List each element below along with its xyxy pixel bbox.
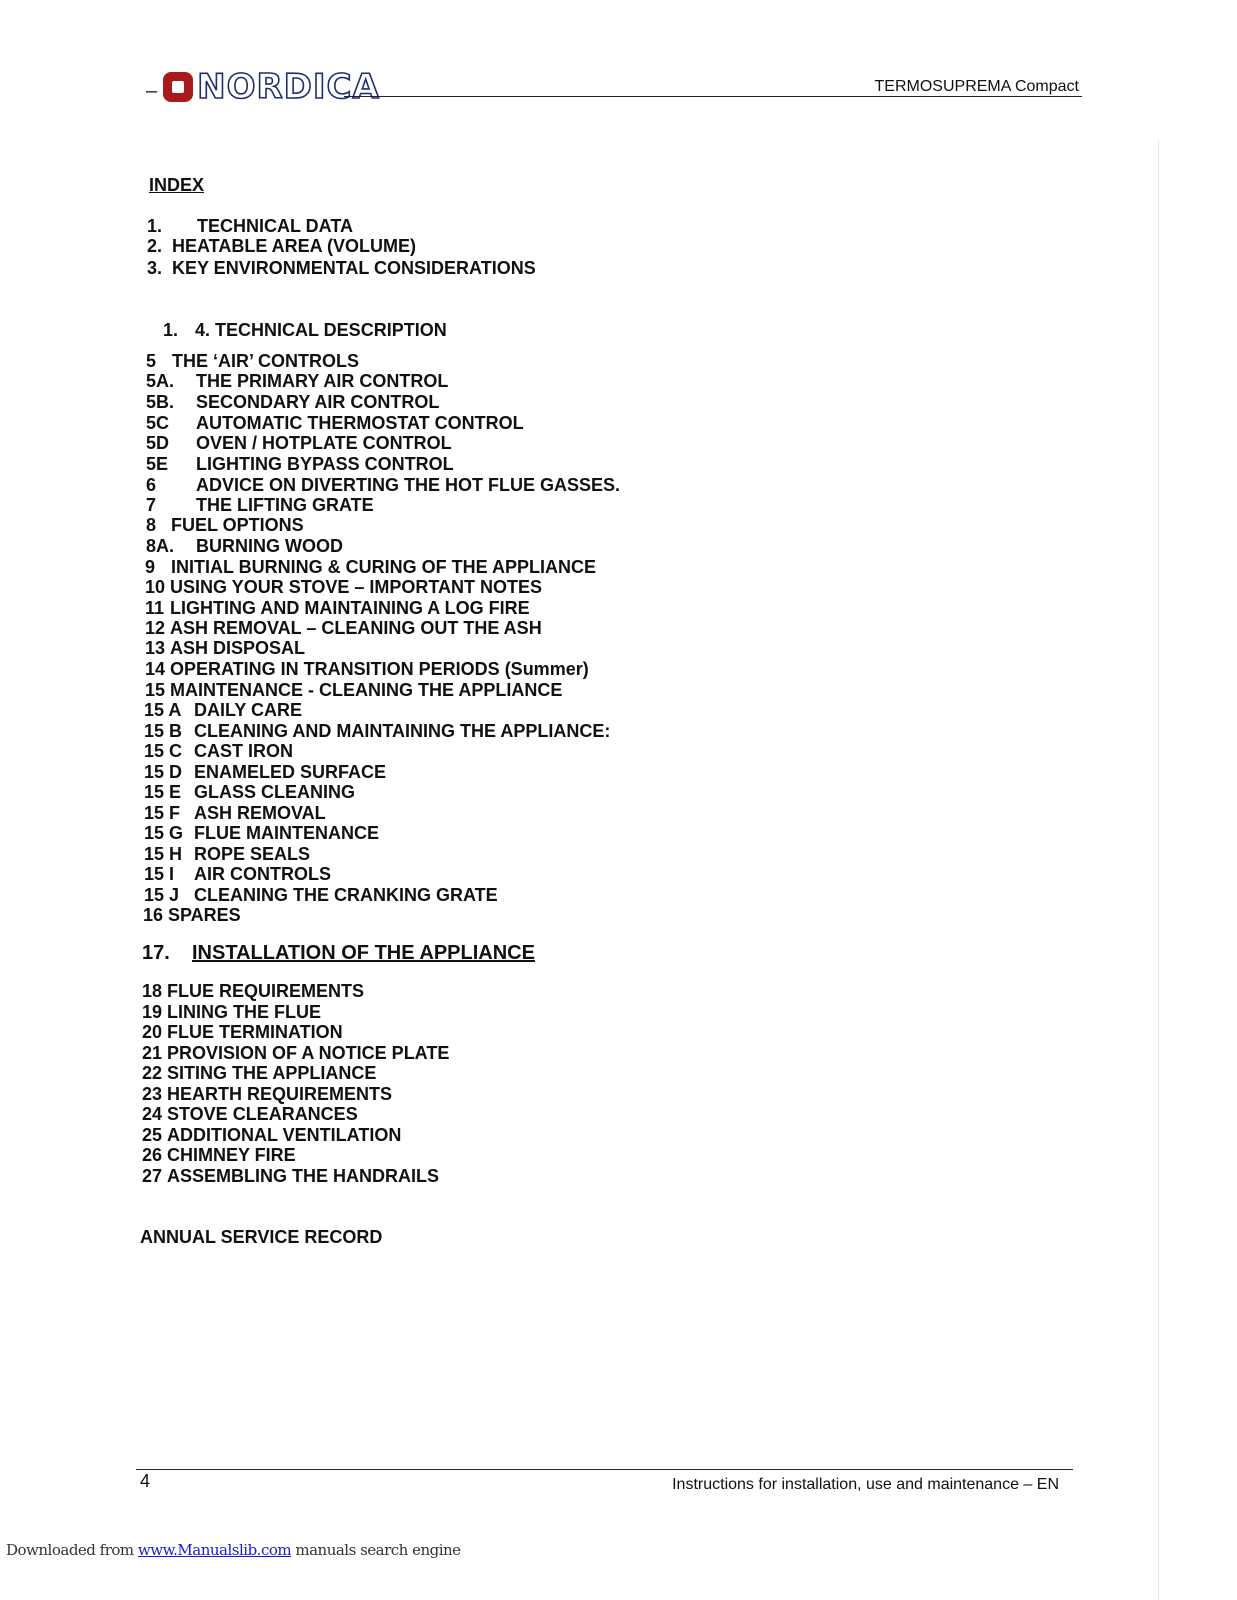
index-entry-title: ASH DISPOSAL	[170, 638, 306, 658]
index-entry-number: 22	[142, 1063, 163, 1083]
footer-rule	[136, 1469, 1073, 1470]
index-entry	[144, 721, 610, 741]
index-entry-title: CHIMNEY FIRE	[167, 1145, 296, 1165]
index-entry-title: ASH REMOVAL	[194, 803, 326, 823]
index-entry-title: SPARES	[168, 905, 241, 925]
index-entry	[140, 1227, 382, 1247]
index-entry-number: 16	[143, 905, 164, 925]
index-entry	[144, 741, 293, 761]
download-banner	[6, 1541, 461, 1559]
index-entry-title: OPERATING IN TRANSITION PERIODS (Summer)	[170, 659, 589, 679]
index-entry-number: 10	[145, 577, 166, 597]
index-entry-title: MAINTENANCE - CLEANING THE APPLIANCE	[170, 680, 563, 700]
index-entry-title: USING YOUR STOVE – IMPORTANT NOTES	[170, 577, 543, 597]
index-entry	[147, 236, 416, 256]
index-entry-title: CAST IRON	[194, 741, 293, 761]
index-entry-number: 8	[146, 515, 157, 535]
index-entry-number: 15 E	[144, 782, 182, 802]
index-entry-title: KEY ENVIRONMENTAL CONSIDERATIONS	[172, 258, 536, 278]
index-entry	[144, 885, 498, 905]
index-entry-number: 27	[142, 1166, 163, 1186]
index-entry-title: FLUE MAINTENANCE	[194, 823, 379, 843]
index-entry-title: LIGHTING AND MAINTAINING A LOG FIRE	[170, 598, 530, 618]
index-entry-title: INSTALLATION OF THE APPLIANCE	[192, 942, 535, 964]
index-entry	[146, 454, 454, 474]
index-entry-title: THE ‘AIR’ CONTROLS	[172, 351, 360, 371]
index-entry-number: 15 J	[144, 885, 180, 905]
index-entry-title: BURNING WOOD	[196, 536, 343, 556]
manualslib-link[interactable]: www.Manualslib.com	[137, 1541, 292, 1559]
download-suffix: manuals search engine	[291, 1541, 461, 1559]
index-entry-title: ADDITIONAL VENTILATION	[167, 1125, 402, 1145]
index-entry-title: TECHNICAL DATA	[197, 216, 353, 236]
index-entry	[144, 864, 331, 884]
index-entry-title: INITIAL BURNING & CURING OF THE APPLIANCE	[171, 557, 597, 577]
index-entry-title: ASSEMBLING THE HANDRAILS	[167, 1166, 440, 1186]
document-title: TERMOSUPREMA Compact	[874, 78, 1079, 95]
index-entry	[163, 320, 447, 340]
index-entry	[142, 1104, 358, 1124]
index-entry-number: 11	[145, 598, 165, 618]
index-entry-title: DAILY CARE	[194, 700, 303, 720]
footer-text: Instructions for installation, use and maintenance – EN	[672, 1476, 1059, 1493]
index-entry-number: 19	[142, 1002, 163, 1022]
scan-edge-line	[1158, 140, 1159, 1600]
index-entry	[146, 536, 343, 556]
index-entry-number: 15 G	[144, 823, 184, 843]
index-entry	[144, 844, 310, 864]
index-entry-number: 13	[145, 638, 166, 658]
index-entry-title: GLASS CLEANING	[194, 782, 356, 802]
header-rule	[344, 96, 1082, 97]
index-entry	[142, 1022, 343, 1042]
index-entry-title: ROPE SEALS	[194, 844, 311, 864]
index-entry-title: ADVICE ON DIVERTING THE HOT FLUE GASSES.	[196, 475, 621, 495]
index-entry	[142, 1063, 376, 1083]
index-entry-number: 14	[145, 659, 166, 679]
index-entry-number: 15 A	[144, 700, 182, 720]
index-entry-title: SITING THE APPLIANCE	[167, 1063, 377, 1083]
index-entry-number: 5D	[146, 433, 170, 453]
index-entry-number: 5C	[146, 413, 170, 433]
index-entry	[142, 1145, 296, 1165]
index-entry-number: 15	[145, 680, 166, 700]
index-entry-number: 2.	[147, 236, 163, 256]
index-entry	[144, 700, 302, 720]
index-entry-number: 5	[146, 351, 157, 371]
index-entry	[145, 577, 542, 597]
index-entry	[146, 351, 359, 371]
index-entry	[142, 1084, 392, 1104]
index-entry	[145, 680, 562, 700]
index-entry-number: 26	[142, 1145, 163, 1165]
index-entry-title: HEATABLE AREA (VOLUME)	[172, 236, 416, 256]
download-prefix: Downloaded from	[6, 1541, 138, 1559]
index-entry-number: 24	[142, 1104, 163, 1124]
page-number: 4	[140, 1471, 151, 1491]
index-entry-number: 8A.	[146, 536, 175, 556]
index-entry	[147, 258, 536, 278]
index-entry-number: 23	[142, 1084, 163, 1104]
index-entry-title: OVEN / HOTPLATE CONTROL	[196, 433, 452, 453]
index-entry-title: STOVE CLEARANCES	[167, 1104, 358, 1124]
index-entry	[146, 495, 374, 515]
index-entry-title: FLUE REQUIREMENTS	[167, 981, 365, 1001]
index-heading: INDEX	[149, 175, 205, 195]
index-entry	[147, 216, 353, 236]
index-entry-title: PROVISION OF A NOTICE PLATE	[167, 1043, 450, 1063]
index-entry	[146, 413, 524, 433]
index-entry-number: 12	[145, 618, 166, 638]
index-entry	[144, 762, 386, 782]
index-entry-number: 17.	[142, 942, 170, 964]
index-entry	[146, 515, 304, 535]
index-entry-number: 1.	[147, 216, 163, 236]
index-entry	[142, 1002, 321, 1022]
index-entry	[145, 659, 589, 679]
index-entry-title: CLEANING THE CRANKING GRATE	[194, 885, 498, 905]
brand-logo: – NORDICA	[146, 67, 380, 107]
index-entry	[146, 371, 448, 391]
index-entry	[144, 803, 326, 823]
index-entry	[142, 1166, 439, 1186]
index-entry-title: ASH REMOVAL – CLEANING OUT THE ASH	[170, 618, 542, 638]
index-entry	[145, 557, 596, 577]
index-entry	[144, 823, 379, 843]
index-entry	[146, 475, 620, 495]
index-entry-title: FLUE TERMINATION	[167, 1022, 343, 1042]
index-entry-number: 15 F	[144, 803, 181, 823]
index-entry	[146, 392, 439, 412]
index-entry-number: 25	[142, 1125, 163, 1145]
index-entry-number: 15 C	[144, 741, 183, 761]
index-entry-title: ANNUAL SERVICE RECORD	[140, 1227, 383, 1247]
index-entry-number: 6	[146, 475, 157, 495]
index-entry-number: 21	[142, 1043, 163, 1063]
index-entry-number: 5B.	[146, 392, 175, 412]
index-entry-number: 1.	[163, 320, 179, 340]
index-entry-title: AUTOMATIC THERMOSTAT CONTROL	[196, 413, 524, 433]
index-entry-number: 15 H	[144, 844, 183, 864]
index-entry-number: 9	[145, 557, 156, 577]
index-entry	[145, 638, 305, 658]
index-entry	[146, 433, 452, 453]
index-entry-number: 18	[142, 981, 163, 1001]
index-entry-number: 5A.	[146, 371, 175, 391]
index-entry	[143, 905, 241, 925]
index-entry-title: ENAMELED SURFACE	[194, 762, 387, 782]
index-entry-title: AIR CONTROLS	[194, 864, 331, 884]
index-entry-title: HEARTH REQUIREMENTS	[167, 1084, 393, 1104]
index-entry-title: THE LIFTING GRATE	[196, 495, 374, 515]
index-entry-title: SECONDARY AIR CONTROL	[196, 392, 440, 412]
index-entry	[144, 782, 355, 802]
index-entry-title: FUEL OPTIONS	[171, 515, 304, 535]
logo-mark-icon	[163, 72, 193, 102]
index-entry-title: LIGHTING BYPASS CONTROL	[196, 454, 454, 474]
index-entry-number: 15 I	[144, 864, 175, 884]
index-entry-title: THE PRIMARY AIR CONTROL	[196, 371, 449, 391]
index-entry-number: 5E	[146, 454, 169, 474]
index-entry	[142, 981, 364, 1001]
index-entry-title: CLEANING AND MAINTAINING THE APPLIANCE:	[194, 721, 611, 741]
index-entry	[142, 943, 535, 963]
index-entry-number: 20	[142, 1022, 163, 1042]
index-entry	[145, 618, 542, 638]
index-entry-title: LINING THE FLUE	[167, 1002, 321, 1022]
index-entry	[142, 1043, 449, 1063]
index-entry-number: 3.	[147, 258, 163, 278]
logo-wordmark: NORDICA	[197, 67, 380, 107]
index-entry-number: 7	[146, 495, 157, 515]
index-entry-number: 15 D	[144, 762, 183, 782]
index-entry-number: 15 B	[144, 721, 183, 741]
index-entry	[145, 598, 530, 618]
index-entry	[142, 1125, 401, 1145]
index-entry-title: 4. TECHNICAL DESCRIPTION	[195, 320, 447, 340]
